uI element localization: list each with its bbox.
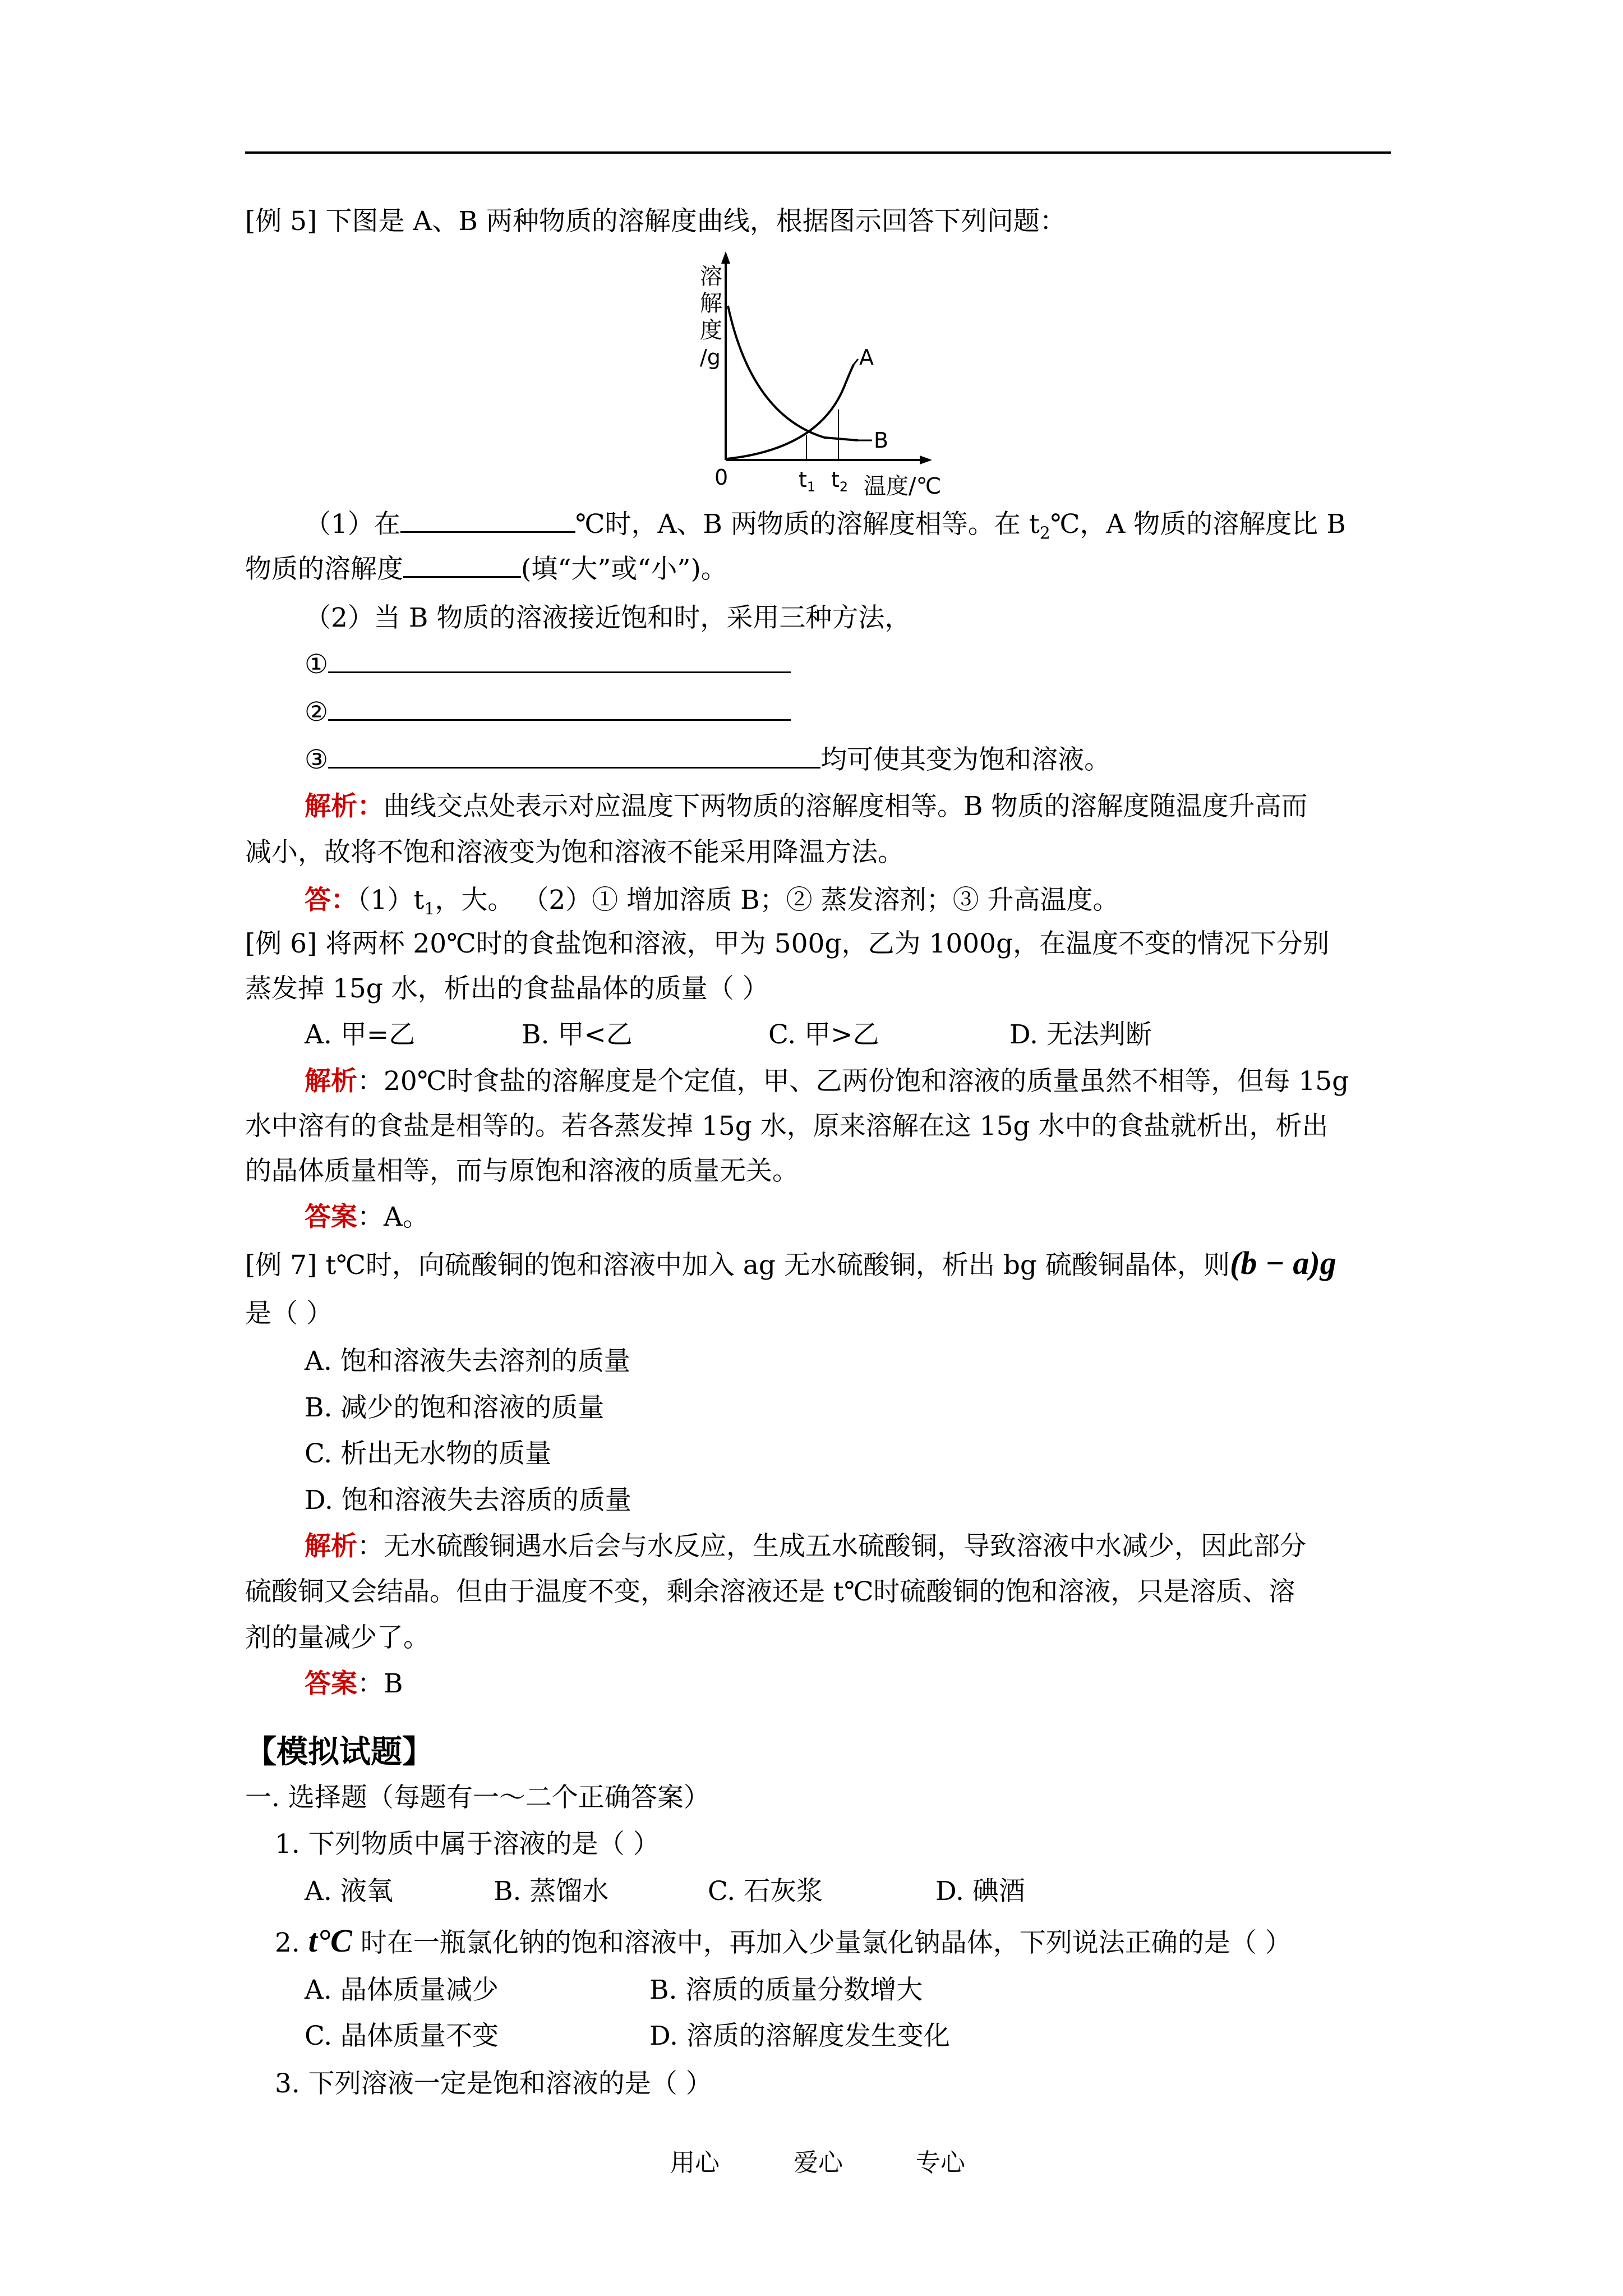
ex5-q1-line1: （1）在 ℃时，A、B 两物质的溶解度相等。在 $t_2℃$，A 物质的溶解度比 B [305, 509, 1346, 544]
answer-blank-4[interactable] [328, 697, 791, 721]
header-rule [245, 151, 1391, 154]
ex7-analysis-line2: 硫酸铜又会结晶。但由于温度不变，剩余溶液还是 t℃时硫酸铜的饱和溶液，只是溶质、溶 [245, 1576, 1295, 1607]
ex7-analysis-line3: 剂的量减少了。 [245, 1622, 430, 1653]
ex6-option-b: B. 甲<乙 [522, 1019, 633, 1050]
ex6-title-line1: [例 6] 将两杯 20℃时的食盐饱和溶液，甲为 500g，乙为 1000g，在温度不变的情况下分别 [245, 928, 1330, 959]
ex7-formula: (b − a)g [1229, 1245, 1336, 1281]
ex6-title-line2: 蒸发掉 15g 水，析出的食盐晶体的质量（ ） [245, 973, 769, 1004]
t2-label: $t_2$ [831, 467, 849, 495]
ex6-analysis-line3: 的晶体质量相等，而与原饱和溶液的质量无关。 [245, 1156, 799, 1186]
y-axis-arrow [721, 251, 730, 264]
mock-heading: 【模拟试题】 [245, 1733, 434, 1770]
y-label-1: 溶 [700, 264, 722, 289]
origin-label: 0 [714, 465, 728, 490]
footer-word-1: 用心 [670, 2148, 720, 2177]
mock-section-1: 一. 选择题（每题有一～二个正确答案） [245, 1782, 710, 1813]
ex6-analysis-line2: 水中溶有的食盐是相等的。若各蒸发掉 15g 水，原来溶解在这 15g 水中的食盐就析出，析出 [245, 1111, 1329, 1142]
mock-q2-option-b: B. 溶质的质量分数增大 [649, 1975, 923, 2005]
mock-q2-option-a: A. 晶体质量减少 [305, 1975, 499, 2005]
mock-q1: 1. 下列物质中属于溶液的是（ ） [275, 1829, 660, 1860]
curve-b-label: B [874, 428, 889, 453]
ex5-analysis-line2: 减小，故将不饱和溶液变为饱和溶液不能采用降温方法。 [245, 837, 904, 868]
ex7-analysis-line1: 解析：无水硫酸铜遇水后会与水反应，生成五水硫酸铜，导致溶液中水减少，因此部分 [305, 1531, 1306, 1562]
mock-q2-option-c: C. 晶体质量不变 [305, 2021, 499, 2051]
mock-q1-option-d: D. 碘酒 [935, 1876, 1025, 1907]
ex6-analysis-line1: 解析：20℃时食盐的溶解度是个定值，甲、乙两份饱和溶液的质量虽然不相等，但每 15g [305, 1066, 1349, 1097]
x-label: 温度/℃ [864, 473, 942, 499]
answer-blank-5[interactable] [328, 744, 820, 769]
ex5-analysis-line1: 解析：曲线交点处表示对应温度下两物质的溶解度相等。B 物质的溶解度随温度升高而 [305, 791, 1308, 822]
ex6-option-d: D. 无法判断 [1009, 1019, 1152, 1050]
x-axis-arrow [920, 455, 932, 464]
ex7-title-line1: [例 7] t℃时，向硫酸铜的饱和溶液中加入 ag 无水硫酸铜，析出 bg 硫酸铜晶体，则(b − a)g [245, 1245, 1336, 1281]
ex5-option-1: ① [305, 648, 791, 682]
curve-a-label: A [859, 345, 874, 370]
ex5-q1-line2: 物质的溶解度 (填“大”或“小”)。 [245, 554, 727, 585]
ex7-option-a: A. 饱和溶液失去溶剂的质量 [305, 1346, 630, 1377]
footer-word-3: 专心 [916, 2148, 965, 2177]
ex7-option-d: D. 饱和溶液失去溶质的质量 [305, 1485, 631, 1516]
answer-blank-3[interactable] [328, 649, 791, 673]
curve-a-leader [854, 359, 858, 365]
footer-word-2: 爱心 [794, 2148, 843, 2177]
ex5-q2: （2）当 B 物质的溶液接近饱和时，采用三种方法， [305, 602, 911, 633]
answer-blank-2[interactable] [403, 554, 521, 578]
answer-blank-1[interactable] [400, 509, 575, 533]
y-label-4: /g [700, 345, 721, 370]
ex5-title: [例 5] 下图是 A、B 两种物质的溶解度曲线，根据图示回答下列问题： [245, 206, 1066, 237]
ex7-title-line2: 是（ ） [245, 1298, 333, 1329]
ex7-option-c: C. 析出无水物的质量 [305, 1438, 552, 1469]
y-label-2: 解 [700, 291, 722, 316]
mock-q1-option-a: A. 液氧 [305, 1876, 393, 1907]
ex5-answer: 答：$(1)t_1$，大。 （2）① 增加溶质 B；② 蒸发溶剂；③ 升高温度。 [305, 885, 1119, 919]
t1-label: $t_1$ [799, 467, 816, 495]
y-label-3: 度 [700, 318, 722, 343]
mock-q2-option-d: D. 溶质的溶解度发生变化 [649, 2021, 950, 2051]
mock-q3: 3. 下列溶液一定是饱和溶液的是（ ） [275, 2068, 712, 2099]
ex6-option-c: C. 甲>乙 [768, 1019, 879, 1050]
ex6-answer: 答案：A。 [305, 1202, 429, 1232]
curve-a [727, 365, 854, 459]
mock-q1-option-c: C. 石灰浆 [708, 1876, 823, 1907]
ex7-option-b: B. 减少的饱和溶液的质量 [305, 1392, 605, 1423]
mock-q1-option-b: B. 蒸馏水 [494, 1876, 609, 1907]
ex5-option-3: ③ 均可使其变为饱和溶液。 [305, 744, 1111, 775]
ex7-answer: 答案：B [305, 1668, 403, 1699]
ex6-option-a: A. 甲=乙 [305, 1019, 416, 1050]
solubility-chart [690, 247, 959, 499]
mock-q2: 2. t°C 时在一瓶氯化钠的饱和溶液中，再加入少量氯化钠晶体，下列说法正确的是（ ） [275, 1922, 1292, 1959]
mock-q2-math: t°C [308, 1922, 352, 1959]
ex5-option-2: ② [305, 696, 791, 729]
